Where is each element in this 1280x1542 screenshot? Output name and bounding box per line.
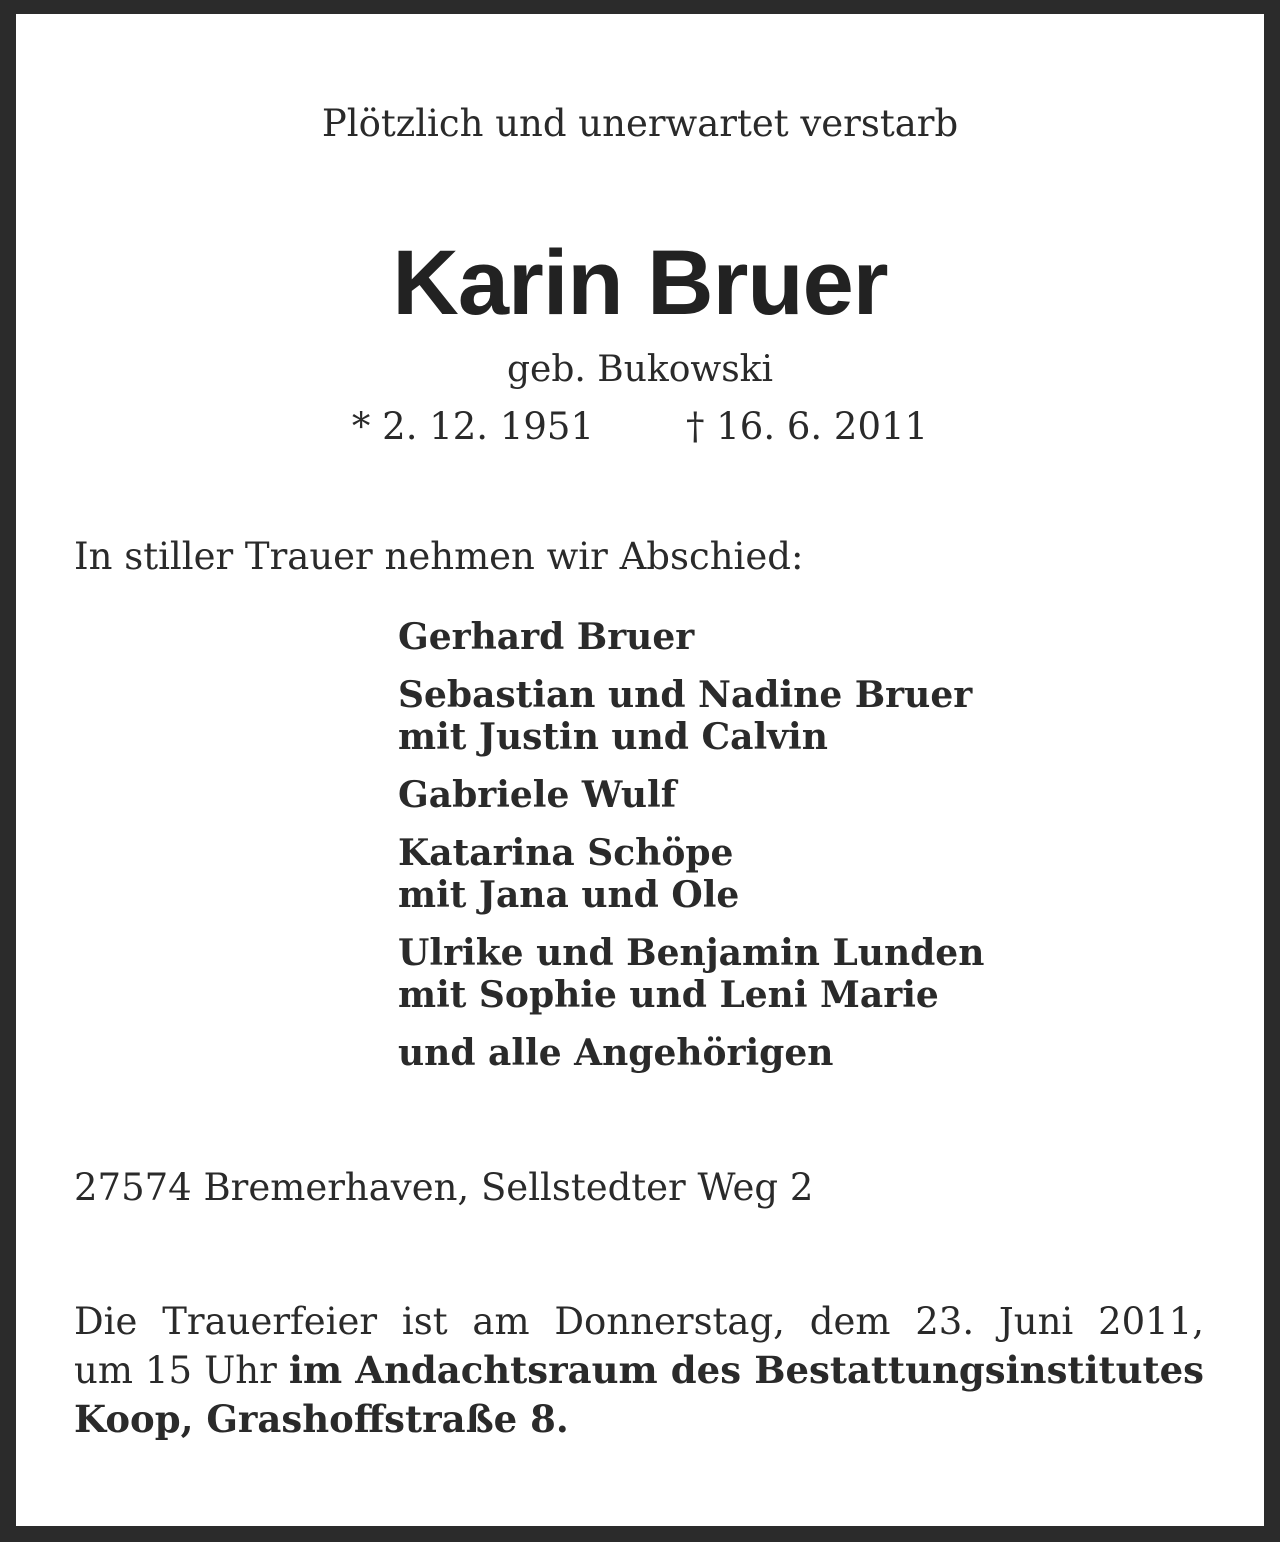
mourners-list: [398, 616, 1218, 1090]
ceremony-address: Koop, Grashoffstraße 8.: [74, 1397, 569, 1441]
mourner-line: mit Sophie und Leni Marie: [398, 974, 939, 1016]
mourner-line: Katarina Schöpe: [398, 832, 734, 874]
maiden-name: geb. Bukowski: [506, 349, 774, 390]
mourner-entry: [398, 616, 1218, 658]
mourner-line: Gabriele Wulf: [398, 774, 677, 816]
ceremony-text: [74, 1298, 1204, 1444]
mourner-entry: [398, 674, 1218, 758]
mourner-entry: [398, 932, 1218, 1016]
mourner-entry: [398, 1032, 1218, 1074]
mourner-entry: [398, 774, 1218, 816]
mourner-line: mit Jana und Ole: [398, 874, 740, 916]
mourner-entry: [398, 832, 1218, 916]
birth-date: * 2. 12. 1951: [351, 405, 594, 448]
ceremony-line-2: [74, 1346, 1204, 1395]
deceased-name: Karin Bruer: [392, 232, 888, 334]
mourner-line: Ulrike und Benjamin Lunden: [398, 932, 985, 974]
mourner-line: und alle Angehörigen: [398, 1032, 834, 1074]
address-text: 27574 Bremerhaven, Sellstedter Weg 2: [74, 1166, 814, 1209]
ceremony-line-1: Die Trauerfeier ist am Donnerstag, dem 23. Juni 2011,: [74, 1300, 1204, 1343]
mourner-line: mit Justin und Calvin: [398, 716, 828, 758]
mourner-line: Sebastian und Nadine Bruer: [398, 674, 973, 716]
life-dates: [0, 400, 1280, 454]
intro-text: Plötzlich und unerwartet verstarb: [321, 102, 959, 145]
ceremony-venue: im Andachtsraum des Bestattungsinstitutes: [288, 1348, 1205, 1392]
mourning-intro: In stiller Trauer nehmen wir Abschied:: [74, 535, 804, 578]
death-date: † 16. 6. 2011: [686, 405, 929, 448]
ceremony-line-3: [74, 1395, 1204, 1444]
ceremony-time: um 15 Uhr: [74, 1349, 277, 1392]
mourner-line: Gerhard Bruer: [398, 616, 695, 658]
